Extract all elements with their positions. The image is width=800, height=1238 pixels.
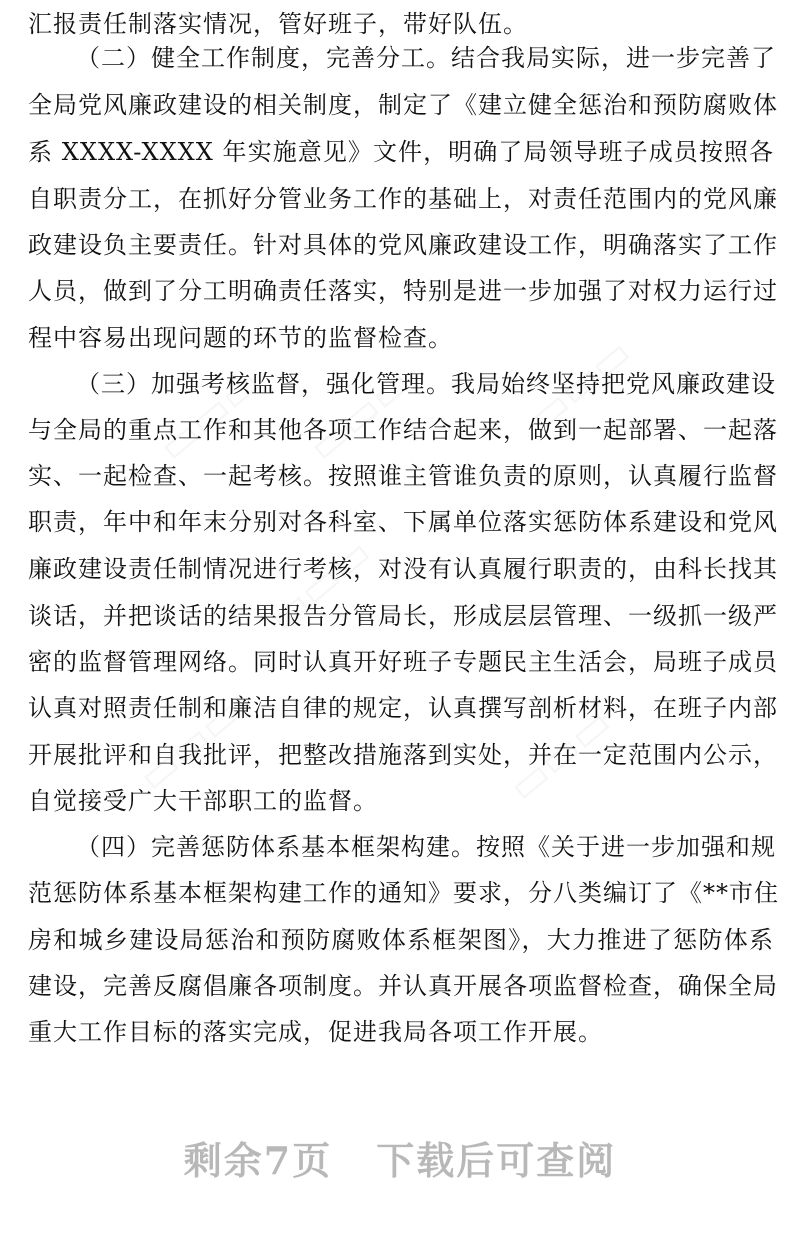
paragraph-line: 程中容易出现问题的环节的监督检查。 <box>28 324 453 352</box>
paragraph-line: 系 XXXX-XXXX 年实施意见》文件，明确了局领导班子成员按照各 <box>28 138 774 166</box>
remaining-pages-text: 剩余7页 <box>183 1138 333 1183</box>
paragraph-line: 密的监督管理网络。同时认真开好班子专题民主生活会，局班子成员 <box>28 648 778 676</box>
paragraph-line: 政建设负主要责任。针对具体的党风廉政建设工作，明确落实了工作 <box>28 231 778 259</box>
paragraph-line: 全局党风廉政建设的相关制度，制定了《建立健全惩治和预防腐败体 <box>28 91 778 119</box>
paragraph-line: 范惩防体系基本框架构建工作的通知》要求，分八类编订了《**市住 <box>28 879 779 907</box>
paragraph-line: 谈话，并把谈话的结果报告分管局长，形成层层管理、一级抓一级严 <box>28 602 778 630</box>
download-prompt-text: 下载后可查阅 <box>376 1138 617 1183</box>
paragraph-line: （三）加强考核监督，强化管理。我局始终坚持把党风廉政建设 <box>76 370 776 398</box>
paragraph-line: （四）完善惩防体系基本框架构建。按照《关于进一步加强和规 <box>76 833 776 861</box>
paragraph-line: 开展批评和自我批评，把整改措施落到实处，并在一定范围内公示， <box>28 741 778 769</box>
paragraph-line: 实、一起检查、一起考核。按照谁主管谁负责的原则，认真履行监督 <box>28 462 778 490</box>
paragraph-line: 人员，做到了分工明确责任落实，特别是进一步加强了对权力运行过 <box>28 277 778 305</box>
paragraph-line: 认真对照责任制和廉洁自律的规定，认真撰写剖析材料，在班子内部 <box>28 694 778 722</box>
paragraph-line: 重大工作目标的落实完成，促进我局各项工作开展。 <box>28 1018 603 1046</box>
paragraph-line: 自职责分工，在抓好分管业务工作的基础上，对责任范围内的党风廉 <box>28 185 778 213</box>
paragraph-line: 与全局的重点工作和其他各项工作结合起来，做到一起部署、一起落 <box>28 416 778 444</box>
remaining-pages-banner[interactable] <box>0 1130 800 1185</box>
paragraph-line: （二）健全工作制度，完善分工。结合我局实际，进一步完善了 <box>76 44 776 72</box>
paragraph-line: 汇报责任制落实情况，管好班子，带好队伍。 <box>28 10 528 38</box>
paragraph-line: 房和城乡建设局惩治和预防腐败体系框架图》，大力推进了惩防体系 <box>28 926 774 954</box>
paragraph-line: 廉政建设责任制情况进行考核，对没有认真履行职责的，由科长找其 <box>28 555 778 583</box>
paragraph-line: 建设，完善反腐倡廉各项制度。并认真开展各项监督检查，确保全局 <box>28 972 778 1000</box>
paragraph-line: 职责，年中和年末分别对各科室、下属单位落实惩防体系建设和党风 <box>28 508 778 536</box>
paragraph-line: 自觉接受广大干部职工的监督。 <box>28 787 378 815</box>
